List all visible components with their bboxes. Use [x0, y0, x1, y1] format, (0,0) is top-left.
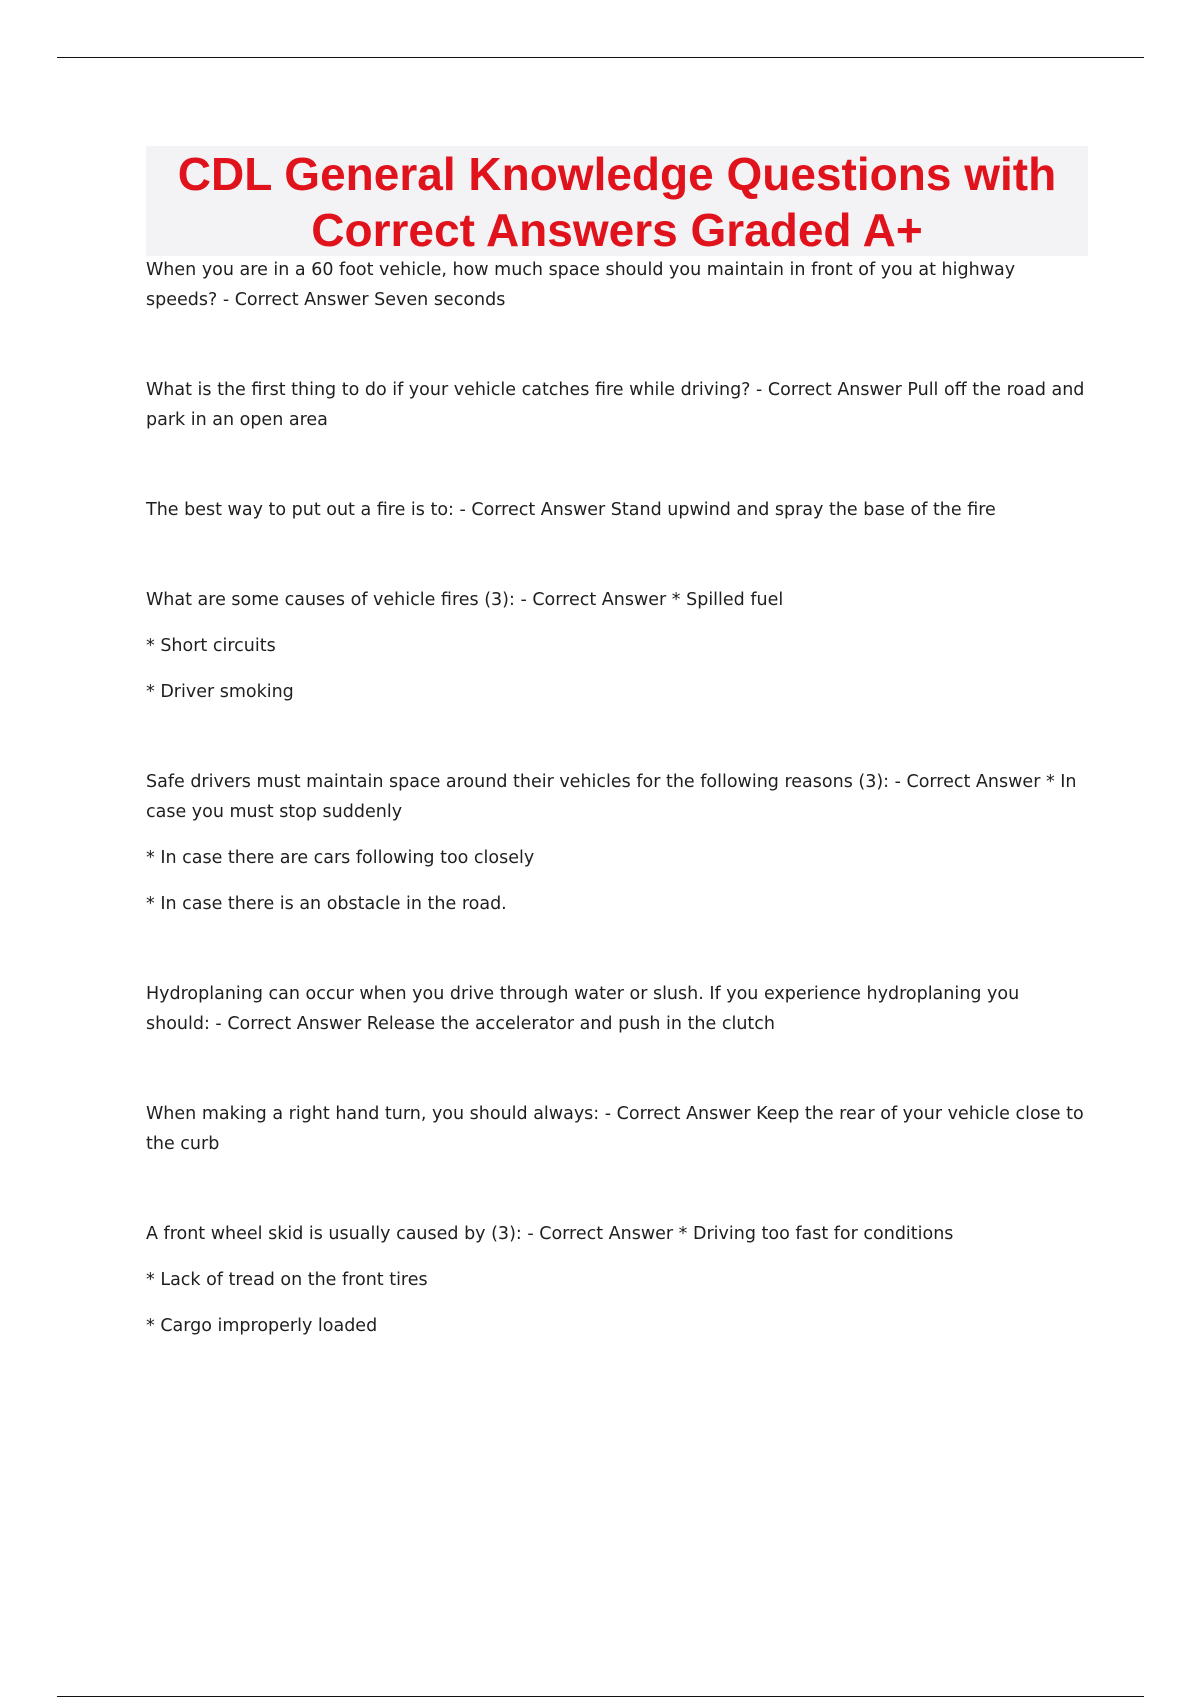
qa-bullet: * Short circuits	[146, 636, 276, 656]
qa-text: When you are in a 60 foot vehicle, how much space should you maintain in front of you at highway speeds? - Correct Answer Seven seconds	[146, 260, 1016, 310]
qa-bullet: * Driver smoking	[146, 682, 294, 702]
top-rule	[57, 57, 1144, 58]
qa-item	[146, 1219, 1086, 1341]
qa-item	[146, 255, 1086, 315]
title-line-1: CDL General Knowledge Questions with	[177, 148, 1057, 200]
qa-item	[146, 375, 1086, 435]
qa-text: What are some causes of vehicle fires (3): - Correct Answer * Spilled fuel	[146, 590, 784, 610]
qa-bullet: * Lack of tread on the front tires	[146, 1270, 428, 1290]
qa-item	[146, 979, 1086, 1039]
qa-text: Safe drivers must maintain space around their vehicles for the following reasons (3): - Correct Answer * In case you must stop suddenly	[146, 772, 1077, 822]
title-line-2: Correct Answers Graded A+	[311, 204, 923, 256]
qa-item	[146, 1099, 1086, 1159]
qa-item	[146, 585, 1086, 707]
qa-item	[146, 495, 1086, 525]
bottom-rule	[57, 1696, 1144, 1697]
qa-item	[146, 767, 1086, 919]
qa-text: When making a right hand turn, you should always: - Correct Answer Keep the rear of your vehicle close to the curb	[146, 1104, 1084, 1154]
qa-bullet: * In case there is an obstacle in the road.	[146, 894, 507, 914]
qa-text: The best way to put out a fire is to: - Correct Answer Stand upwind and spray the base of the fire	[146, 500, 996, 520]
document-title	[146, 146, 1088, 256]
qa-bullet: * In case there are cars following too closely	[146, 848, 535, 868]
qa-text: Hydroplaning can occur when you drive through water or slush. If you experience hydroplaning you should: - Correct Answer Release the accelerator and push in the clutch	[146, 984, 1020, 1034]
qa-list	[146, 255, 1086, 1401]
qa-text: A front wheel skid is usually caused by (3): - Correct Answer * Driving too fast for conditions	[146, 1224, 954, 1244]
qa-bullet: * Cargo improperly loaded	[146, 1316, 378, 1336]
qa-text: What is the first thing to do if your vehicle catches fire while driving? - Correct Answer Pull off the road and park in an open area	[146, 380, 1085, 430]
